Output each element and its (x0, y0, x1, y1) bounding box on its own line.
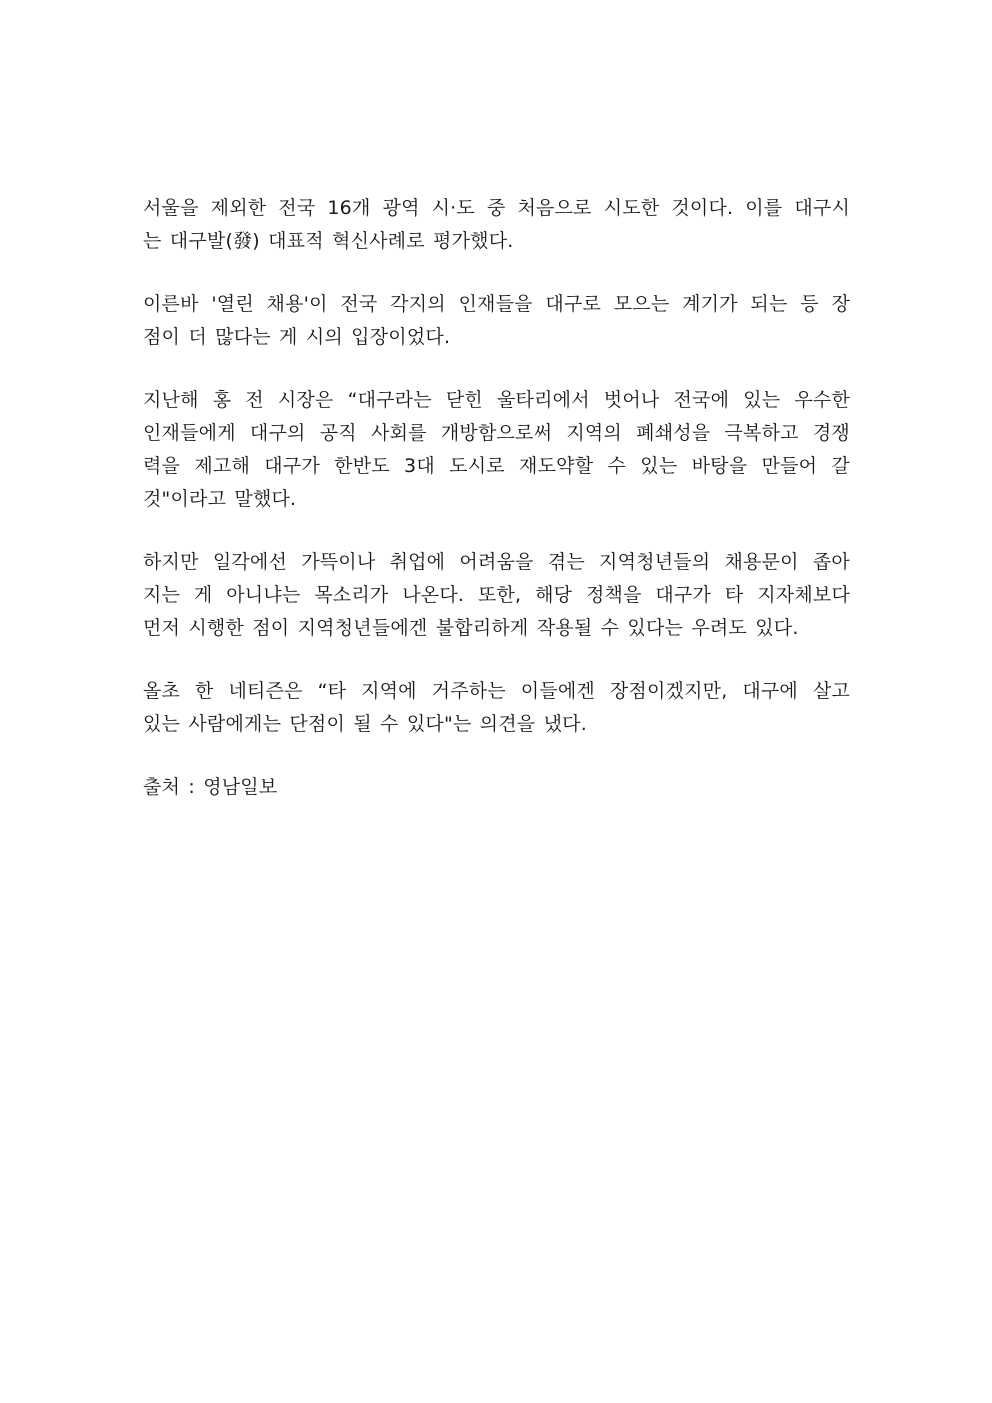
paragraph-5 (143, 675, 850, 741)
paragraph-line: 하지만 일각에선 가뜩이나 취업에 어려움을 겪는 지역청년들의 채용문이 좁아 (143, 551, 850, 573)
paragraph-line: 력을 제고해 대구가 한반도 3대 도시로 재도약할 수 있는 바탕을 만들어 갈 (143, 455, 850, 477)
paragraph-line: 서울을 제외한 전국 16개 광역 시·도 중 처음으로 시도한 것이다. 이를 대구시 (143, 197, 850, 219)
paragraph-1 (143, 192, 850, 258)
paragraph-line: 지는 게 아니냐는 목소리가 나온다. 또한, 해당 정책을 대구가 타 지자체보다 (143, 584, 850, 606)
paragraph-4 (143, 546, 850, 645)
paragraph-line: 먼저 시행한 점이 지역청년들에겐 불합리하게 작용될 수 있다는 우려도 있다. (143, 617, 799, 639)
paragraph-line: 점이 더 많다는 게 시의 입장이었다. (143, 326, 451, 348)
paragraph-line: 이른바 '열린 채용'이 전국 각지의 인재들을 대구로 모으는 계기가 되는 등 장 (143, 293, 850, 315)
paragraph-line: 올초 한 네티즌은 “타 지역에 거주하는 이들에겐 장점이겠지만, 대구에 살고 (143, 680, 850, 702)
article-body (143, 192, 850, 834)
paragraph-2 (143, 288, 850, 354)
paragraph-line: 있는 사람에게는 단점이 될 수 있다"는 의견을 냈다. (143, 713, 587, 735)
paragraph-3 (143, 384, 850, 516)
paragraph-line: 지난해 홍 전 시장은 “대구라는 닫힌 울타리에서 벗어나 전국에 있는 우수한 (143, 389, 850, 411)
paragraph-line: 는 대구발(發) 대표적 혁신사례로 평가했다. (143, 230, 514, 252)
source-credit: 출처 : 영남일보 (143, 776, 278, 798)
paragraph-line: 인재들에게 대구의 공직 사회를 개방함으로써 지역의 폐쇄성을 극복하고 경쟁 (143, 422, 850, 444)
paragraph-line: 것"이라고 말했다. (143, 488, 297, 510)
